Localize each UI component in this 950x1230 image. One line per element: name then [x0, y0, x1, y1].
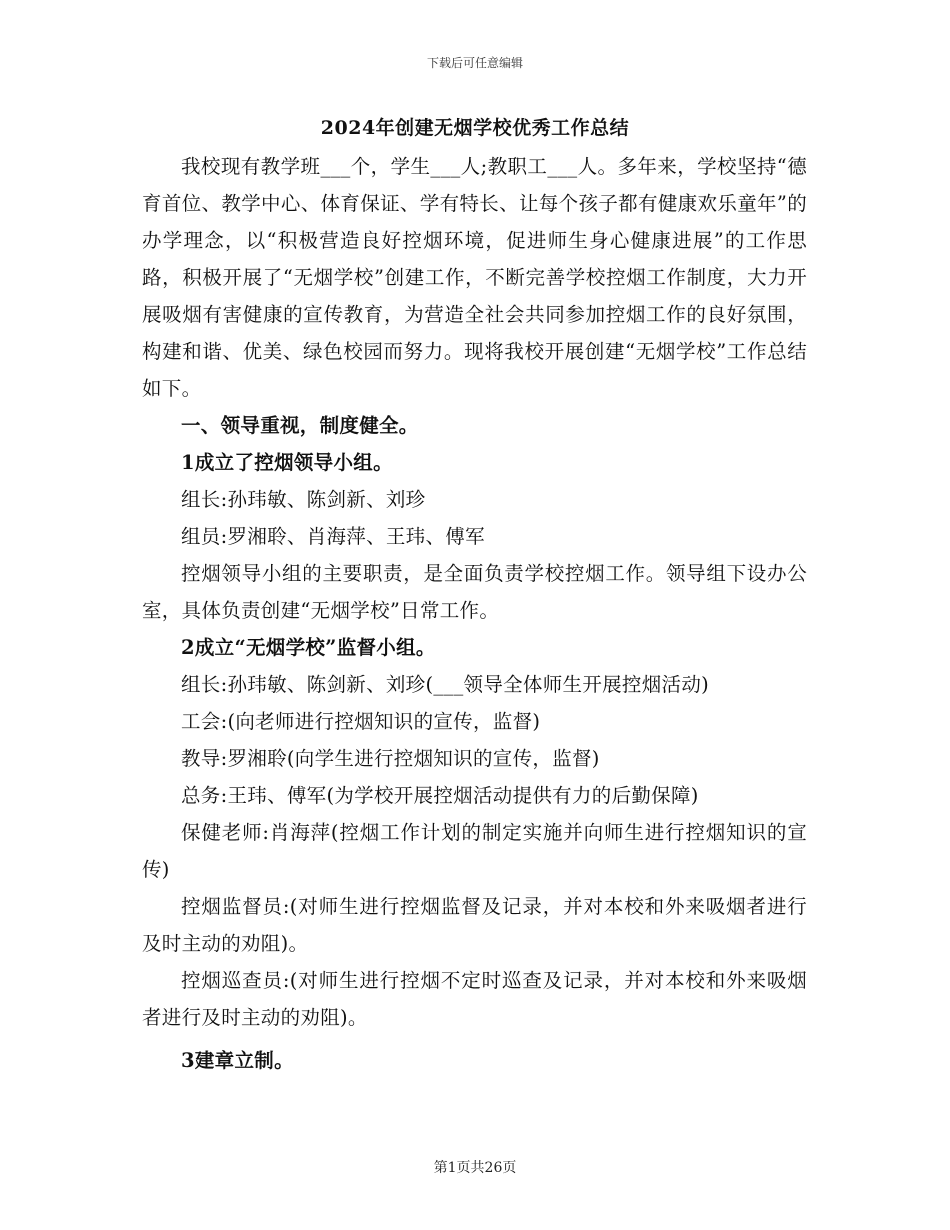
section-heading-1: 一、领导重视，制度健全。 [181, 414, 419, 437]
body-paragraph: 控烟监督员:(对师生进行控烟监督及记录，并对本校和外来吸烟者进行及时主动的劝阻)。 [142, 895, 807, 955]
body-paragraph: 保健老师:肖海萍(控烟工作计划的制定实施并向师生进行控烟知识的宣传) [142, 821, 807, 881]
body-paragraph: 组长:孙玮敏、陈剑新、刘珍(___领导全体师生开展控烟活动) [181, 673, 710, 696]
page-footer-number: 第1页共26页 [433, 1160, 517, 1176]
document-body [142, 148, 807, 1079]
document-title: 2024年创建无烟学校优秀工作总结 [320, 117, 630, 139]
subsection-heading-3: 3建章立制。 [181, 1049, 294, 1072]
body-paragraph: 组长:孙玮敏、陈剑新、刘珍 [181, 488, 426, 511]
subsection-heading-2: 2成立“无烟学校”监督小组。 [181, 636, 436, 659]
body-paragraph: 控烟领导小组的主要职责，是全面负责学校控烟工作。领导组下设办公室，具体负责创建“无烟学校”日常工作。 [142, 562, 807, 622]
body-paragraph: 教导:罗湘聆(向学生进行控烟知识的宣传，监督) [181, 747, 600, 770]
intro-paragraph: 我校现有教学班___个，学生___人;教职工___人。多年来，学校坚持“德育首位、教学中心、体育保证、学有特长、让每个孩子都有健康欢乐童年”的办学理念，以“积极营造良好控烟环境，促进师生身心健康进展”的工作思路，积极开展了“无烟学校”创建工作，不断完善学校控烟工作制度，大力开展吸烟有害健康的宣传教育，为营造全社会共同参加控烟工作的良好氛围，构建和谐、优美、绿色校园而努力。现将我校开展创建“无烟学校”工作总结如下。 [142, 155, 807, 400]
body-paragraph: 工会:(向老师进行控烟知识的宣传，监督) [181, 710, 541, 733]
body-paragraph: 总务:王玮、傅军(为学校开展控烟活动提供有力的后勤保障) [181, 784, 699, 807]
page-header-note: 下载后可任意编辑 [426, 56, 523, 70]
subsection-heading-1: 1成立了控烟领导小组。 [181, 451, 393, 474]
body-paragraph: 组员:罗湘聆、肖海萍、王玮、傅军 [181, 525, 485, 548]
body-paragraph: 控烟巡查员:(对师生进行控烟不定时巡查及记录，并对本校和外来吸烟者进行及时主动的劝阻)。 [142, 969, 807, 1029]
